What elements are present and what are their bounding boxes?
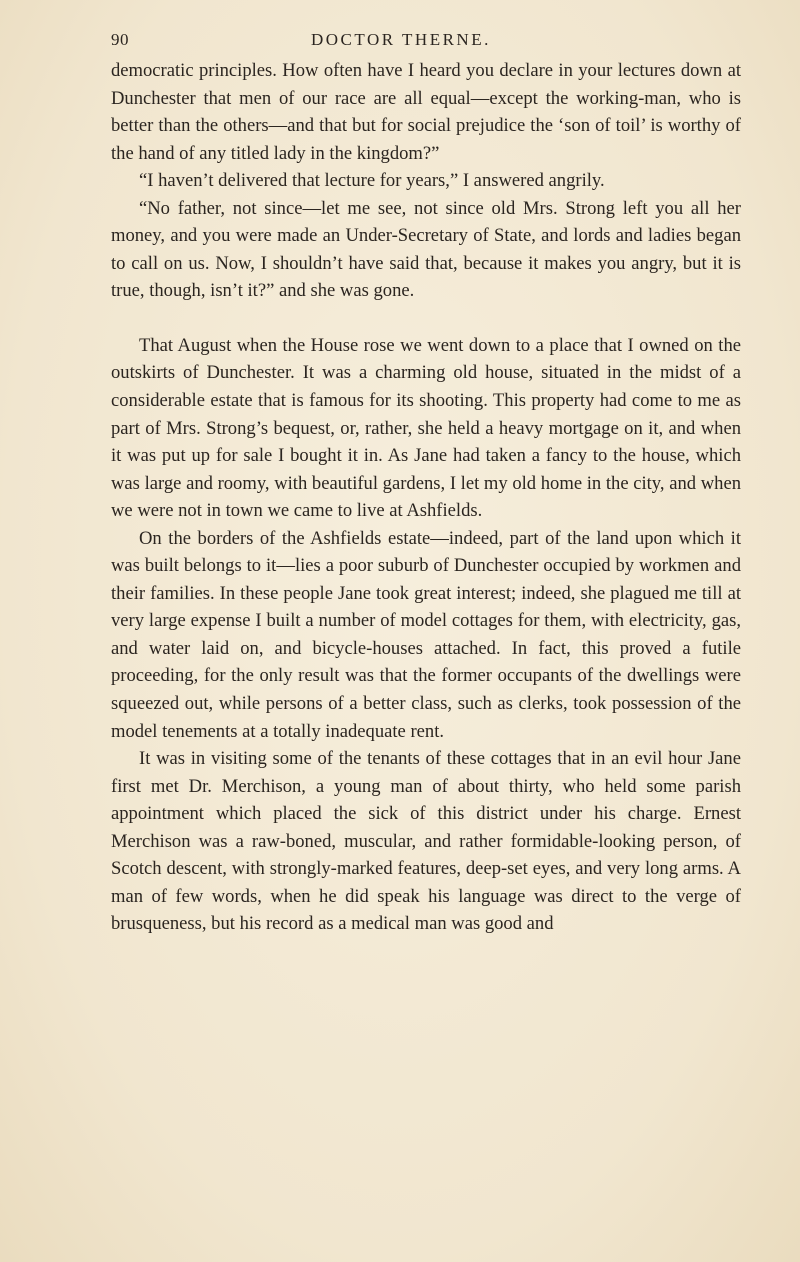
paragraph: That August when the House rose we went down to a place that I owned on the outskirts of Dunchester. It was a charming old house, situated in the midst of a considerable estate that is famous for its shooting. This property had come to me as part of Mrs. Strong’s bequest, or, rather, she held a heavy mortgage on it, and when it was put up for sale I bought it in. As Jane had taken a fancy to the house, which was large and roomy, with beautiful gardens, I let my old home in the city, and when we were not in town we came to live at Ashfields.	[111, 334, 741, 522]
running-head	[111, 30, 740, 54]
paragraph: “No father, not since—let me see, not since old Mrs. Strong left you all her money, and you were made an Under-Secretary of State, and lords and ladies began to call on us. Now, I shouldn’t have said that, because it makes you angry, but it is true, though, isn’t it?” and she was gone.	[111, 197, 741, 302]
paragraph: On the borders of the Ashfields estate—indeed, part of the land upon which it was built belongs to it—lies a poor suburb of Dunchester occupied by workmen and their families. In these people Jane took great interest; indeed, she plagued me till at very large expense I built a number of model cottages for them, with electricity, gas, and water laid on, and bicycle-houses attached. In fact, this proved a futile proceeding, for the only result was that the former occupants of the dwellings were squeezed out, while persons of a better class, such as clerks, took possession of the model tenements at a totally inadequate rent.	[111, 527, 741, 742]
paragraph-continued: democratic principles. How often have I heard you declare in your lectures down at Dunchester that men of our race are all equal—except the working-man, who is better than the others—and that but for social prejudice the ‘son of toil’ is worthy of the hand of any titled lady in the kingdom?”	[111, 60, 741, 164]
page-number: 90	[111, 30, 129, 49]
body-text	[111, 57, 741, 938]
running-title: DOCTOR THERNE.	[311, 30, 491, 49]
paragraph: It was in visiting some of the tenants of these cottages that in an evil hour Jane first met Dr. Merchison, a young man of about thirty, who held some parish appointment which placed the sick of this district under his charge. Ernest Merchison was a raw-boned, muscular, and rather formidable-looking person, of Scotch descent, with strongly-marked features, deep-set eyes, and very long arms. A man of few words, when he did speak his language was direct to the verge of brusqueness, but his record as a medical man was good and	[111, 748, 741, 935]
paragraph: “I haven’t delivered that lecture for years,” I answered angrily.	[139, 170, 605, 192]
